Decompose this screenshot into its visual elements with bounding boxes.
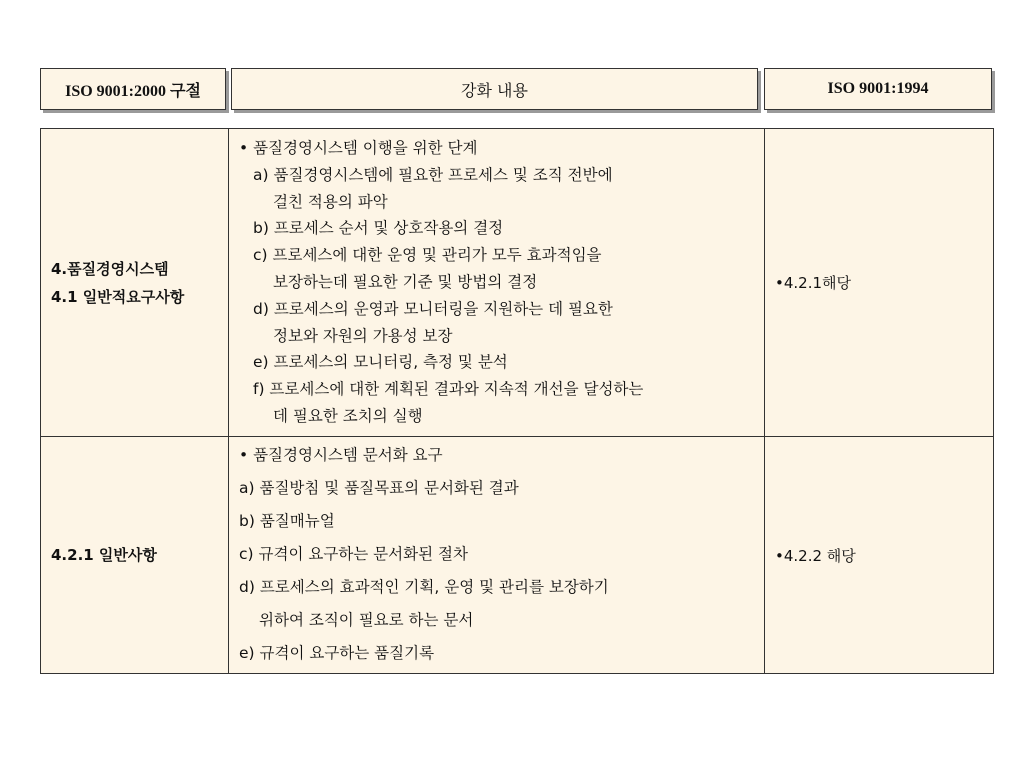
content-line: 위하여 조직이 필요로 하는 문서 — [259, 611, 474, 629]
contents-cell — [229, 129, 765, 437]
content-line: 데 필요한 조치의 실행 — [273, 406, 423, 425]
comparison-table — [40, 128, 994, 674]
content-line: 정보와 자원의 가용성 보장 — [273, 326, 453, 345]
content-line: b) 프로세스 순서 및 상호작용의 결정 — [253, 219, 504, 238]
content-line: c) 규격이 요구하는 문서화된 절차 — [239, 545, 468, 563]
content-line: e) 규격이 요구하는 품질기록 — [239, 644, 435, 662]
clause-line: 4.2.1 일반사항 — [51, 546, 157, 564]
ref-1994-cell — [765, 437, 994, 674]
clause-line: 4.1 일반적요구사항 — [51, 287, 185, 306]
header-clause-1994-label: ISO 9001:1994 — [827, 80, 929, 97]
content-line: a) 품질방침 및 품질목표의 문서화된 결과 — [239, 479, 519, 497]
content-line: d) 프로세스의 운영과 모니터링을 지원하는 데 필요한 — [253, 299, 613, 318]
content-line: 보장하는데 필요한 기준 및 방법의 결정 — [273, 272, 538, 291]
ref-1994-cell — [765, 129, 994, 437]
contents-cell — [229, 437, 765, 674]
content-line: f) 프로세스에 대한 계획된 결과와 지속적 개선을 달성하는 — [253, 380, 644, 399]
header-enhancements-label: 강화 내용 — [461, 80, 528, 100]
header-clause-2000 — [40, 68, 226, 110]
header-clause-1994 — [764, 68, 992, 110]
clause-cell — [41, 437, 229, 674]
contents-lines — [229, 129, 764, 430]
ref-1994-text: •4.2.2 해당 — [775, 546, 856, 565]
content-line: • 품질경영시스템 문서화 요구 — [239, 446, 443, 464]
content-line: b) 품질매뉴얼 — [239, 512, 335, 530]
content-line: a) 품질경영시스템에 필요한 프로세스 및 조직 전반에 — [253, 165, 613, 184]
header-enhancements — [231, 68, 758, 110]
content-line: 걸친 적용의 파악 — [273, 192, 388, 211]
ref-1994-text: •4.2.1해당 — [775, 274, 851, 292]
table-row — [41, 129, 994, 437]
content-line: • 품질경영시스템 이행을 위한 단계 — [239, 139, 478, 157]
content-line: e) 프로세스의 모니터링, 측정 및 분석 — [253, 353, 508, 372]
contents-lines — [229, 437, 764, 670]
clause-cell — [41, 129, 229, 437]
table-row — [41, 437, 994, 674]
content-line: d) 프로세스의 효과적인 기획, 운영 및 관리를 보장하기 — [239, 578, 609, 596]
header-clause-2000-label: ISO 9001:2000 구절 — [65, 82, 201, 100]
content-line: c) 프로세스에 대한 운영 및 관리가 모두 효과적임을 — [253, 246, 602, 265]
clause-line: 4.품질경영시스템 — [51, 259, 169, 278]
